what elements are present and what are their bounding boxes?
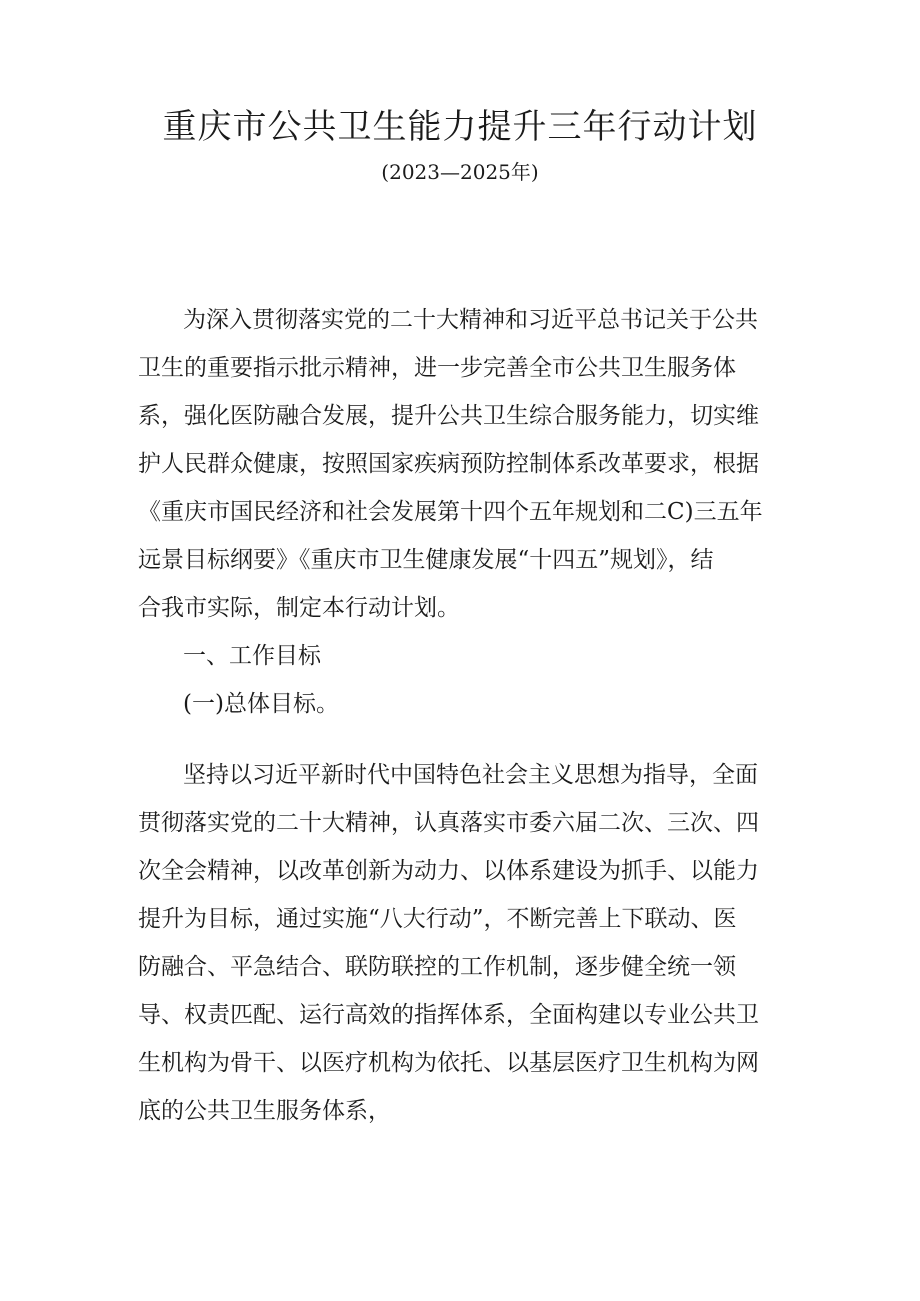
section-heading: 一、工作目标 — [183, 643, 321, 669]
paragraph-line: 贯彻落实党的二十大精神，认真落实市委六届二次、三次、四 — [138, 810, 759, 836]
paragraph-line: 合我市实际，制定本行动计划。 — [138, 595, 460, 621]
paragraph-line: 防融合、平急结合、联防联控的工作机制，逐步健全统一领 — [138, 954, 736, 980]
paragraph-line: 卫生的重要指示批示精神，进一步完善全市公共卫生服务体 — [138, 355, 736, 381]
paragraph-line: 为深入贯彻落实党的二十大精神和习近平总书记关于公共 — [183, 307, 758, 333]
paragraph-line: 坚持以习近平新时代中国特色社会主义思想为指导，全面 — [183, 762, 758, 788]
paragraph-line: 远景目标纲要》《重庆市卫生健康发展“十四五”规划》，结 — [138, 547, 714, 573]
paragraph-line: 系，强化医防融合发展，提升公共卫生综合服务能力，切实维 — [138, 403, 759, 429]
subsection-heading: (一)总体目标。 — [183, 691, 339, 717]
document-title: 重庆市公共卫生能力提升三年行动计划 — [162, 107, 758, 147]
paragraph-line: 次全会精神，以改革创新为动力、以体系建设为抓手、以能力 — [138, 858, 759, 884]
paragraph-line: 护人民群众健康，按照国家疾病预防控制体系改革要求，根据 — [138, 451, 759, 477]
paragraph-line: 导、权责匹配、运行高效的指挥体系，全面构建以专业公共卫 — [138, 1002, 759, 1028]
paragraph-line: 底的公共卫生服务体系， — [138, 1098, 391, 1124]
paragraph-line: 提升为目标，通过实施“八大行动”，不断完善上下联动、医 — [138, 906, 737, 932]
paragraph-line: 《重庆市国民经济和社会发展第十四个五年规划和二C)三五年 — [138, 499, 763, 525]
document-subtitle: (2023—2025年) — [381, 160, 539, 184]
paragraph-line: 生机构为骨干、以医疗机构为依托、以基层医疗卫生机构为网 — [138, 1050, 759, 1076]
